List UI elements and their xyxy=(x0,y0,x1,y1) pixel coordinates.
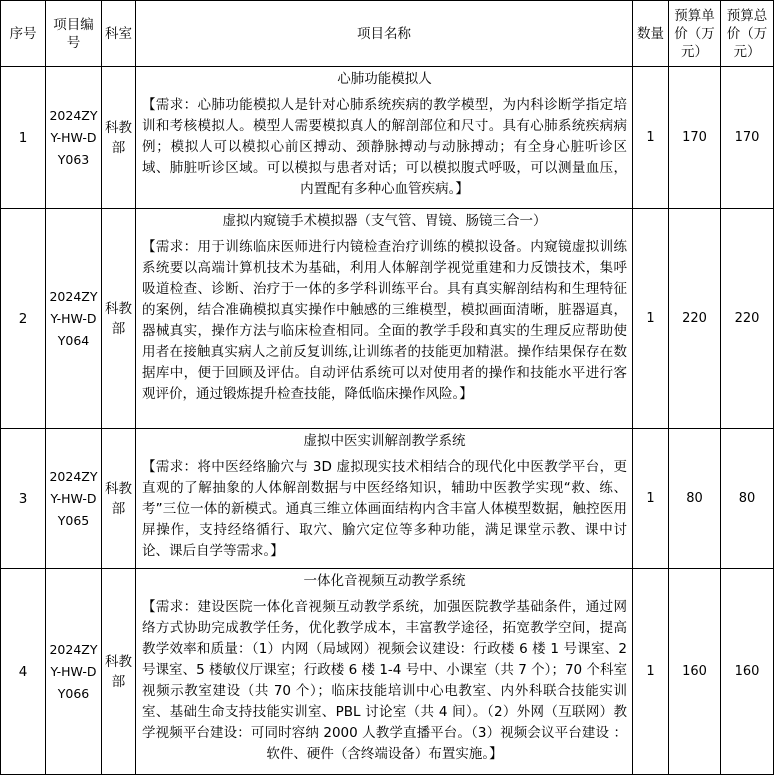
row-dept: 科教部 xyxy=(102,67,136,209)
row-project xyxy=(136,569,633,775)
row-code: 2024ZYY-HW-DY065 xyxy=(46,429,102,569)
header-qty: 数量 xyxy=(633,1,669,67)
row-seq: 1 xyxy=(1,67,46,209)
row-unit-price: 220 xyxy=(669,209,721,429)
header-dept: 科室 xyxy=(102,1,136,67)
table-row xyxy=(1,569,774,775)
table-row xyxy=(1,67,774,209)
row-project xyxy=(136,209,633,429)
row-project xyxy=(136,429,633,569)
header-seq: 序号 xyxy=(1,1,46,67)
header-unit-price: 预算单价（万元） xyxy=(669,1,721,67)
project-description: 【需求：将中医经络腧穴与 3D 虚拟现实技术相结合的现代化中医教学平台，更直观的了解抽象的人体解剖数据与中医经络知识，辅助中医教学实现“救、练、考”三位一体的新模式。通真三维立体画面结构内含丰富人体模型数据，触控医用屏操作，支持经络循行、取穴、腧穴定位等多种功能，满足课堂示教、课中讨论、课后自学等需求。】 xyxy=(142,459,627,559)
row-qty: 1 xyxy=(633,429,669,569)
row-unit-price: 80 xyxy=(669,429,721,569)
row-dept: 科教部 xyxy=(102,429,136,569)
header-total-price: 预算总价（万元） xyxy=(721,1,774,67)
project-description: 【需求：建设医院一体化音视频互动教学系统，加强医院教学基础条件，通过网络方式协助完成教学任务，优化教学成本，丰富教学途径，拓宽教学空间，提高教学效率和质量：（1）内网（局域网）视频会议建设：行政楼 6 楼 1 号课室、2 号课室、5 楼敏仪厅课室；行政楼 6 楼 1-4 号中、小课室（共 7 个）；70 个科室视频示教室建设（共 70 个）；临床技能培训中心电教室、内外科联合技能实训室、基础生命支持技能实训室、PBL 讨论室（共 4 间）。（2）外网（互联网）教学视频平台建设：可同时容纳 2000 人教学直播平台。（3）视频会议平台建设 ：软件、硬件（含终端设备）布置实施。】 xyxy=(142,599,627,762)
row-dept: 科教部 xyxy=(102,569,136,775)
project-description: 【需求：用于训练临床医师进行内镜检查治疗训练的模拟设备。内窥镜虚拟训练系统要以高端计算机技术为基础，利用人体解剖学视觉重建和力反馈技术，集呼吸道检查、诊断、治疗于一体的多学科训练平台。具有真实解剖结构和生理特征的案例，结合准确模拟真实操作中触感的三维模型，模拟画面清晰，脏器逼真，器械真实，操作方法与临床检查相同。全面的教学手段和真实的生理反应帮助使用者在接触真实病人之前反复训练,让训练者的技能更加精湛。操作结果保存在数据库中，便于回顾及评估。自动评估系统可以对使用者的操作和技能水平进行客观评价，通过锻炼提升检查技能，降低临床操作风险。】 xyxy=(142,239,627,402)
row-total-price: 160 xyxy=(721,569,774,775)
table-row xyxy=(1,429,774,569)
row-qty: 1 xyxy=(633,209,669,429)
row-code: 2024ZYY-HW-DY063 xyxy=(46,67,102,209)
header-row xyxy=(1,1,774,67)
project-title: 虚拟内窥镜手术模拟器（支气管、胃镜、肠镜三合一） xyxy=(222,213,547,229)
row-code: 2024ZYY-HW-DY064 xyxy=(46,209,102,429)
row-qty: 1 xyxy=(633,67,669,209)
row-unit-price: 160 xyxy=(669,569,721,775)
row-total-price: 170 xyxy=(721,67,774,209)
header-code: 项目编号 xyxy=(46,1,102,67)
row-seq: 2 xyxy=(1,209,46,429)
row-seq: 4 xyxy=(1,569,46,775)
project-title: 心肺功能模拟人 xyxy=(337,71,432,87)
project-title: 一体化音视频互动教学系统 xyxy=(303,573,466,589)
row-dept: 科教部 xyxy=(102,209,136,429)
row-qty: 1 xyxy=(633,569,669,775)
row-project xyxy=(136,67,633,209)
row-code: 2024ZYY-HW-DY066 xyxy=(46,569,102,775)
row-total-price: 80 xyxy=(721,429,774,569)
table-row xyxy=(1,209,774,429)
row-seq: 3 xyxy=(1,429,46,569)
row-total-price: 220 xyxy=(721,209,774,429)
project-description: 【需求：心肺功能模拟人是针对心肺系统疾病的教学模型，为内科诊断学指定培训和考核模拟人。模型人需要模拟真人的解剖部位和尺寸。具有心肺系统疾病病例；模拟人可以模拟心前区搏动、颈静脉搏动与动脉搏动；有全身心脏听诊区域、肺脏听诊区域。可以模拟与患者对话；可以模拟腹式呼吸，可以测量血压，内置配有多种心血管疾病。】 xyxy=(142,97,627,197)
project-title: 虚拟中医实训解剖教学系统 xyxy=(303,433,466,449)
header-name: 项目名称 xyxy=(136,1,633,67)
row-unit-price: 170 xyxy=(669,67,721,209)
